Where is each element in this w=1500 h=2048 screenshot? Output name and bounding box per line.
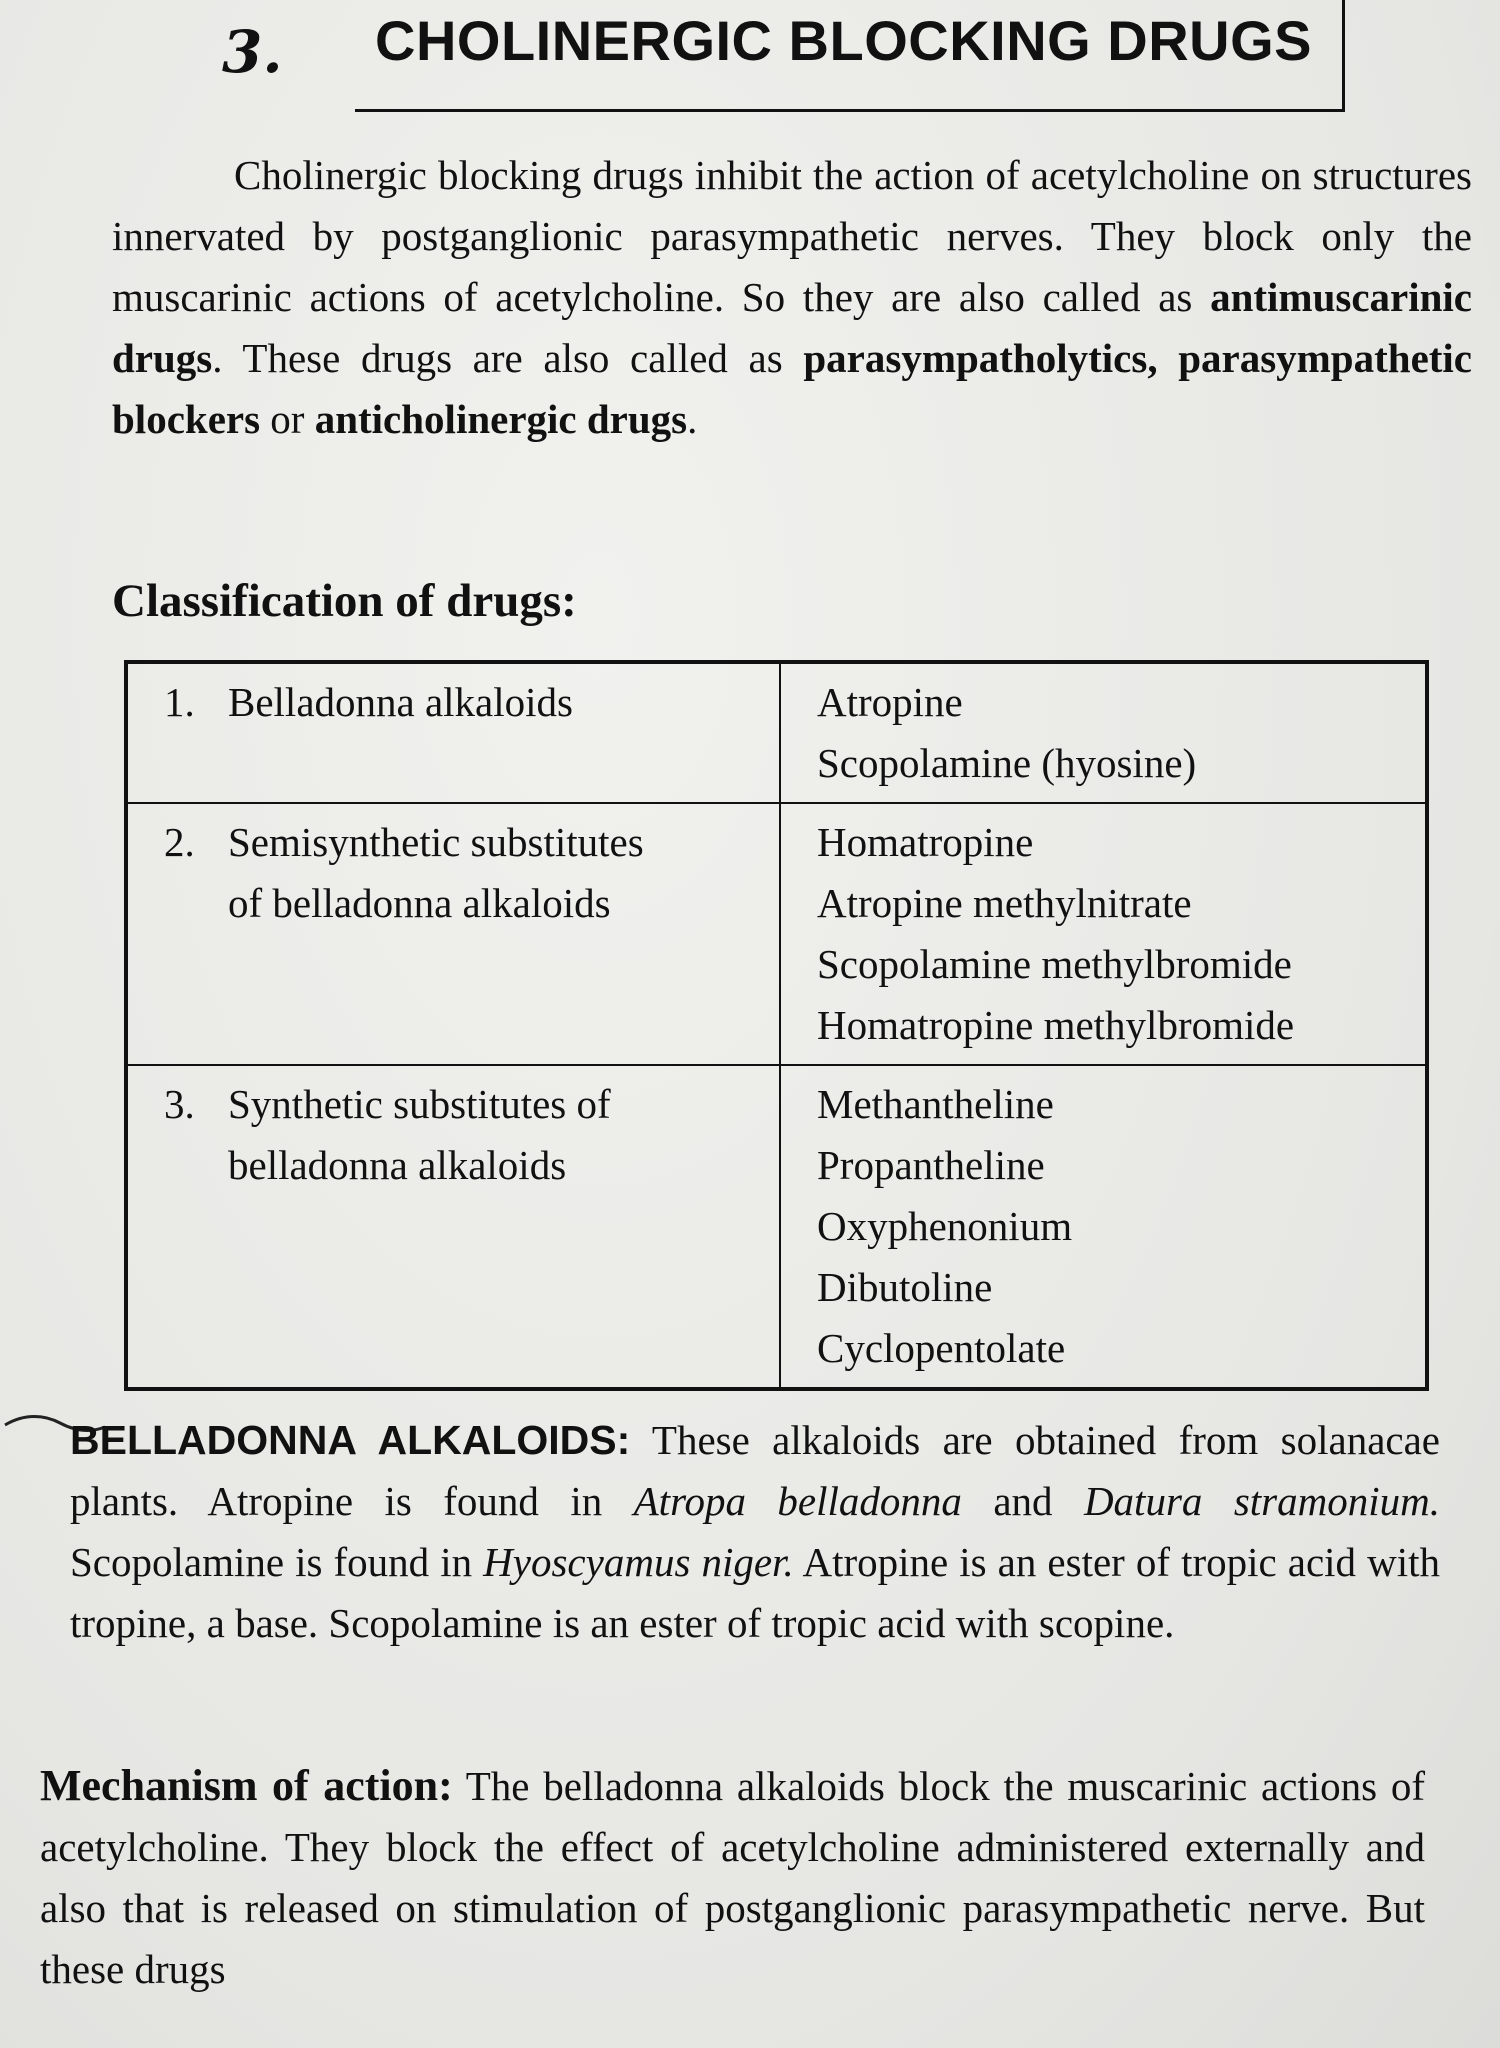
belladonna-italic-2: Datura stramonium.: [1083, 1478, 1440, 1524]
classification-table: [124, 660, 1429, 1391]
intro-bold-antimuscarinic: antimuscarinic drugs: [112, 274, 1472, 381]
category-name: Semisynthetic substitutes: [228, 819, 644, 865]
belladonna-paragraph: [70, 1410, 1440, 1654]
belladonna-text-1: These alkaloids are obtained from solanacae plants. Atropine is found in: [70, 1417, 1440, 1524]
category-number: 1.: [164, 679, 195, 725]
intro-text-3: or: [260, 396, 315, 442]
drug-item: Homatropine: [817, 819, 1034, 865]
intro-text-1: Cholinergic blocking drugs inhibit the action of acetylcholine on structures innervated by postganglionic parasympathetic nerves. They block only the muscarinic actions of acetylcholine. So they are also called as: [112, 152, 1472, 320]
classification-heading: Classification of drugs:: [112, 575, 577, 627]
category-cell: [126, 803, 780, 1065]
drug-item: Methantheline: [817, 1081, 1054, 1127]
intro-paragraph: [112, 145, 1472, 450]
intro-text-4: .: [687, 396, 698, 442]
category-name-cont: of belladonna alkaloids: [228, 880, 611, 926]
mechanism-heading: Mechanism of action:: [40, 1761, 453, 1810]
mechanism-text: The belladonna alkaloids block the muscarinic actions of acetylcholine. They block the effect of acetylcholine administered externally and also that is released on stimulation of postganglionic parasympathetic nerve. But these drugs: [40, 1763, 1425, 1992]
table-row: [126, 803, 1427, 1065]
drug-item: Atropine methylnitrate: [817, 880, 1192, 926]
drug-item: Scopolamine methylbromide: [817, 941, 1292, 987]
intro-text-2: . These drugs are also called as: [212, 335, 804, 381]
drug-item: Scopolamine (hyosine): [817, 740, 1197, 786]
table-row: [126, 662, 1427, 803]
drug-item: Cyclopentolate: [817, 1325, 1066, 1371]
belladonna-text-2: and: [961, 1478, 1084, 1524]
drugs-cell: [780, 803, 1427, 1065]
category-cell: [126, 1065, 780, 1389]
table-row: [126, 1065, 1427, 1389]
belladonna-italic-3: Hyoscyamus niger.: [483, 1539, 794, 1585]
drug-item: Homatropine methylbromide: [817, 1002, 1295, 1048]
belladonna-heading: BELLADONNA ALKALOIDS:: [70, 1417, 631, 1463]
category-name: Belladonna alkaloids: [228, 679, 573, 725]
belladonna-italic-1: Atropa belladonna: [633, 1478, 962, 1524]
category-cell: [126, 662, 780, 803]
mechanism-paragraph: [40, 1755, 1425, 2000]
chapter-title-box: [355, 0, 1345, 112]
belladonna-text-3: Scopolamine is found in: [70, 1539, 484, 1585]
intro-bold-anticholinergic: anticholinergic drugs: [314, 396, 688, 442]
drugs-cell: [780, 662, 1427, 803]
drug-item: Propantheline: [817, 1142, 1045, 1188]
chapter-number: 3.: [222, 18, 283, 86]
chapter-title: CHOLINERGIC BLOCKING DRUGS: [375, 9, 1312, 72]
intro-bold-parasympatholytics: parasympatholytics, parasympathetic blockers: [112, 335, 1473, 442]
drugs-cell: [780, 1065, 1427, 1389]
category-number: 2.: [164, 819, 195, 865]
category-number: 3.: [164, 1081, 195, 1127]
drug-item: Oxyphenonium: [817, 1203, 1073, 1249]
drug-item: Dibutoline: [817, 1264, 993, 1310]
category-name-cont: belladonna alkaloids: [228, 1142, 567, 1188]
drug-item: Atropine: [817, 679, 963, 725]
category-name: Synthetic substitutes of: [228, 1081, 611, 1127]
belladonna-text-4: Atropine is an ester of tropic acid with tropine, a base. Scopolamine is an ester of tropic acid with scopine.: [70, 1539, 1440, 1646]
